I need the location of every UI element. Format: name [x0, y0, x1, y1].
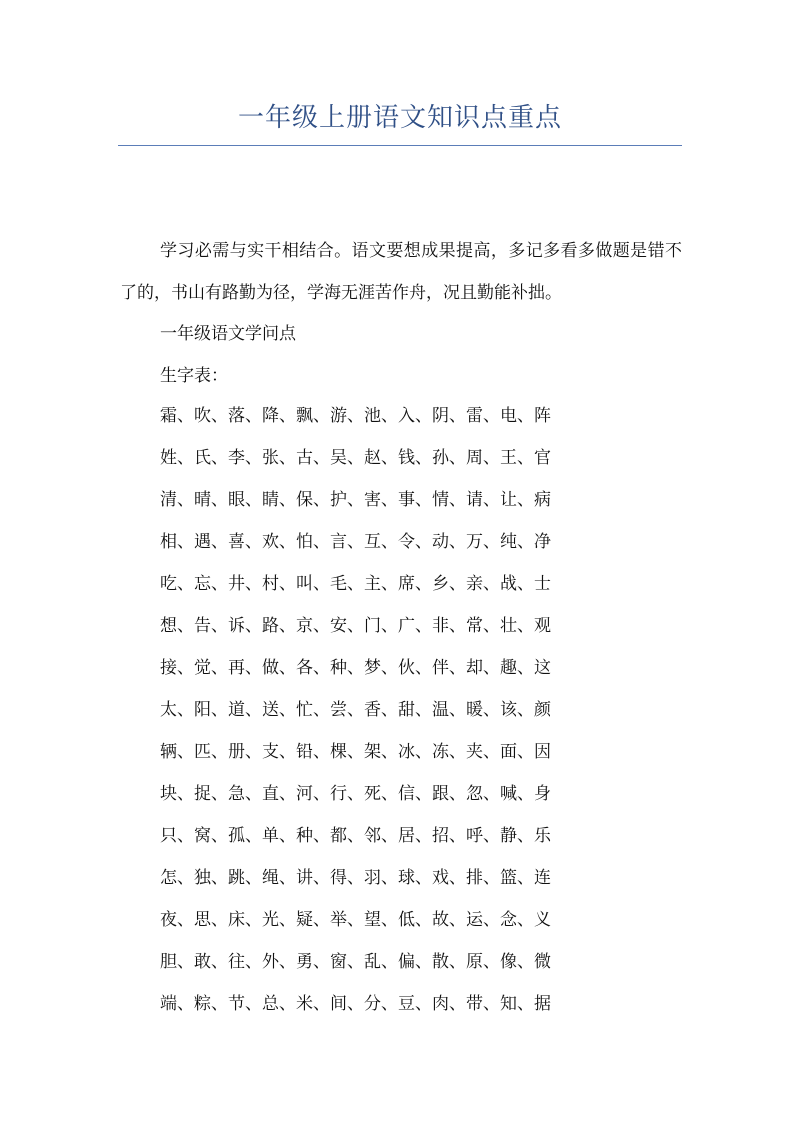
character-row: 胆、敢、往、外、勇、窗、乱、偏、散、原、像、微	[160, 952, 551, 972]
character-row: 怎、独、跳、绳、讲、得、羽、球、戏、排、篮、连	[160, 868, 551, 888]
word-table-label: 生字表：	[160, 366, 228, 386]
character-row: 姓、氏、李、张、古、吴、赵、钱、孙、周、王、官	[160, 448, 551, 468]
character-row: 霜、吹、落、降、飘、游、池、入、阴、雷、电、阵	[160, 406, 551, 426]
character-row: 只、窝、孤、单、种、都、邻、居、招、呼、静、乐	[160, 826, 551, 846]
character-row: 吃、忘、井、村、叫、毛、主、席、乡、亲、战、士	[160, 574, 551, 594]
character-list	[160, 404, 620, 1034]
section-heading: 一年级语文学问点	[160, 324, 296, 344]
character-row: 辆、匹、册、支、铅、棵、架、冰、冻、夹、面、因	[160, 742, 551, 762]
intro-paragraph: 学习必需与实干相结合。语文要想成果提高，多记多看多做题是错不了的，书山有路勤为径，学海无涯苦作舟，况且勤能补拙。	[120, 241, 682, 303]
character-row: 相、遇、喜、欢、怕、言、互、令、动、万、纯、净	[160, 532, 551, 552]
character-row: 端、粽、节、总、米、间、分、豆、肉、带、知、据	[160, 994, 551, 1014]
character-row: 太、阳、道、送、忙、尝、香、甜、温、暖、该、颜	[160, 700, 551, 720]
character-row: 接、觉、再、做、各、种、梦、伙、伴、却、趣、这	[160, 658, 551, 678]
character-row: 想、告、诉、路、京、安、门、广、非、常、壮、观	[160, 616, 551, 636]
character-row: 块、捉、急、直、河、行、死、信、跟、忽、喊、身	[160, 784, 551, 804]
document-title: 一年级上册语文知识点重点	[237, 103, 562, 133]
title-underline	[118, 145, 682, 146]
character-row: 夜、思、床、光、疑、举、望、低、故、运、念、义	[160, 910, 551, 930]
character-row: 清、晴、眼、睛、保、护、害、事、情、请、让、病	[160, 490, 551, 510]
